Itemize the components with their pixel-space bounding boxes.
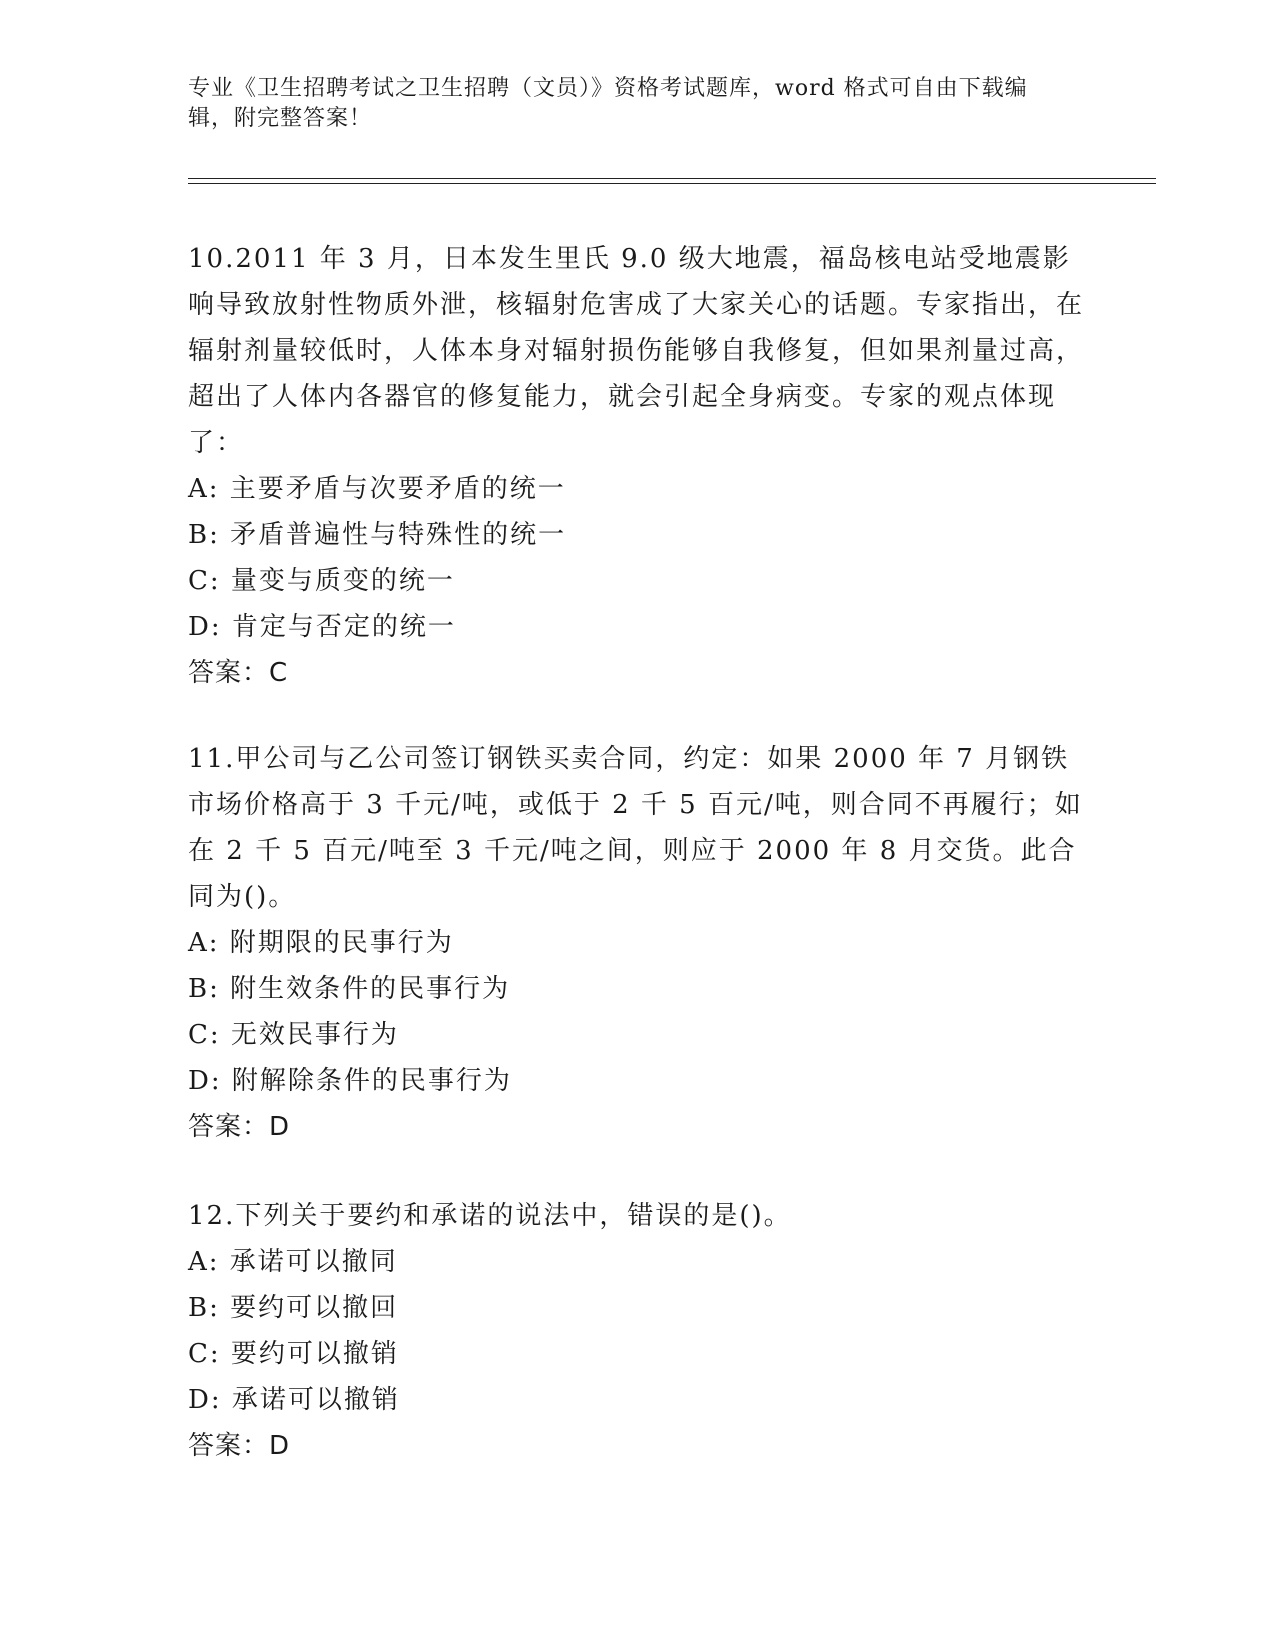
option-a: A: 附期限的民事行为	[188, 928, 454, 958]
option-b: B: 矛盾普遍性与特殊性的统一	[188, 520, 567, 550]
answer: 答案：C	[188, 658, 289, 688]
question-stem: 10.2011 年 3 月，日本发生里氏 9.0 级大地震，福岛核电站受地震影响导致放射性物质外泄，核辐射危害成了大家关心的话题。专家指出，在辐射剂量较低时，人体本身对辐射损伤能够自我修复，但如果剂量过高，超出了人体内各器官的修复能力，就会引起全身病变。专家的观点体现了：	[188, 244, 1085, 458]
option-d: D: 附解除条件的民事行为	[188, 1066, 512, 1096]
header-divider-bottom	[188, 183, 1156, 184]
option-c: C: 要约可以撤销	[188, 1339, 399, 1369]
question-10	[188, 236, 1088, 696]
option-b: B: 附生效条件的民事行为	[188, 974, 511, 1004]
option-a: A: 承诺可以撤同	[188, 1247, 398, 1277]
header-divider-top	[188, 178, 1156, 179]
option-c: C: 无效民事行为	[188, 1020, 399, 1050]
option-d: D: 肯定与否定的统一	[188, 612, 456, 642]
option-d: D: 承诺可以撤销	[188, 1385, 400, 1415]
question-stem: 12.下列关于要约和承诺的说法中，错误的是()。	[188, 1201, 792, 1231]
question-12	[188, 1193, 1088, 1469]
option-a: A: 主要矛盾与次要矛盾的统一	[188, 474, 566, 504]
option-c: C: 量变与质变的统一	[188, 566, 455, 596]
question-stem: 11.甲公司与乙公司签订钢铁买卖合同，约定：如果 2000 年 7 月钢铁市场价格高于 3 千元/吨，或低于 2 千 5 百元/吨，则合同不再履行；如在 2 千 5 百元/吨至 3 千元/吨之间，则应于 2000 年 8 月交货。此合同为()。	[188, 744, 1083, 912]
option-b: B: 要约可以撤回	[188, 1293, 399, 1323]
document-intro: 专业《卫生招聘考试之卫生招聘（文员）》资格考试题库，word 格式可自由下载编辑，附完整答案！	[188, 76, 1028, 131]
answer: 答案：D	[188, 1112, 291, 1142]
answer: 答案：D	[188, 1431, 291, 1461]
question-11	[188, 736, 1088, 1150]
